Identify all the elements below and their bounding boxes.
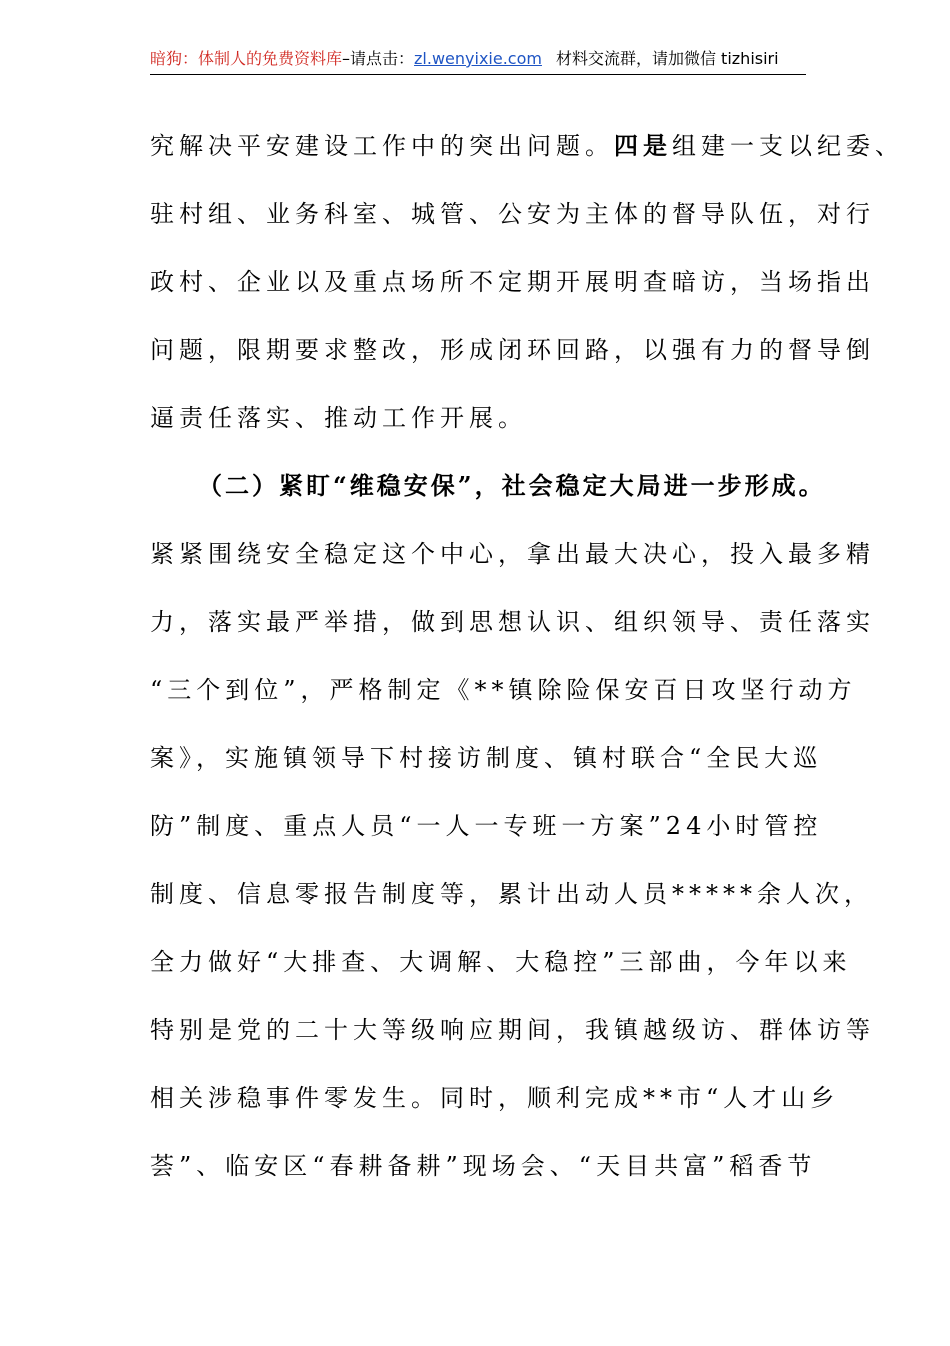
paragraph-line: 防”制度、重点人员“一人一专班一方案”24小时管控 [150,812,823,840]
header-click-prompt: –请点击： [342,49,415,68]
paragraph-line: “三个到位”，严格制定《**镇除险保安百日攻坚行动方 [150,676,857,704]
paragraph-line: 特别是党的二十大等级响应期间，我镇越级访、群体访等 [150,1016,875,1044]
paragraph-line: 力，落实最严举措，做到思想认识、组织领导、责任落实 [150,608,875,636]
header-site-name: 暗狗：体制人的免费资料库 [150,49,343,68]
paragraph-line: 问题，限期要求整改，形成闭环回路，以强有力的督导倒 [150,336,875,364]
header-link[interactable]: zl.wenyixie.com [414,49,542,68]
paragraph-line: 逼责任落实、推动工作开展。 [150,404,527,432]
paragraph-line: 全力做好“大排查、大调解、大稳控”三部曲，今年以来 [150,948,852,976]
page-header [150,48,806,75]
line-text: 组建一支以纪委、 [672,132,904,160]
paragraph-line: 驻村组、业务科室、城管、公安为主体的督导队伍，对行 [150,200,875,228]
bold-marker: 四是 [614,131,672,160]
line-text: 究解决平安建设工作中的突出问题。 [150,132,614,160]
paragraph-line: 荟”、临安区“春耕备耕”现场会、“天目共富”稻香节 [150,1152,817,1180]
header-wechat-note: 材料交流群，请加微信 tizhisiri [555,49,779,68]
paragraph-line [150,112,904,180]
paragraph-line: 案》，实施镇领导下村接访制度、镇村联合“全民大巡 [150,744,823,772]
section-heading: （二）紧盯“维稳安保”，社会稳定大局进一步形成。 [198,471,826,500]
paragraph-line: 政村、企业以及重点场所不定期开展明查暗访，当场指出 [150,268,875,296]
paragraph-line: 紧紧围绕安全稳定这个中心，拿出最大决心，投入最多精 [150,540,875,568]
paragraph-line: 相关涉稳事件零发生。同时，顺利完成**市“人才山乡 [150,1084,840,1112]
document-body [150,112,904,1200]
paragraph-line: 制度、信息零报告制度等，累计出动人员*****余人次， [150,880,873,908]
